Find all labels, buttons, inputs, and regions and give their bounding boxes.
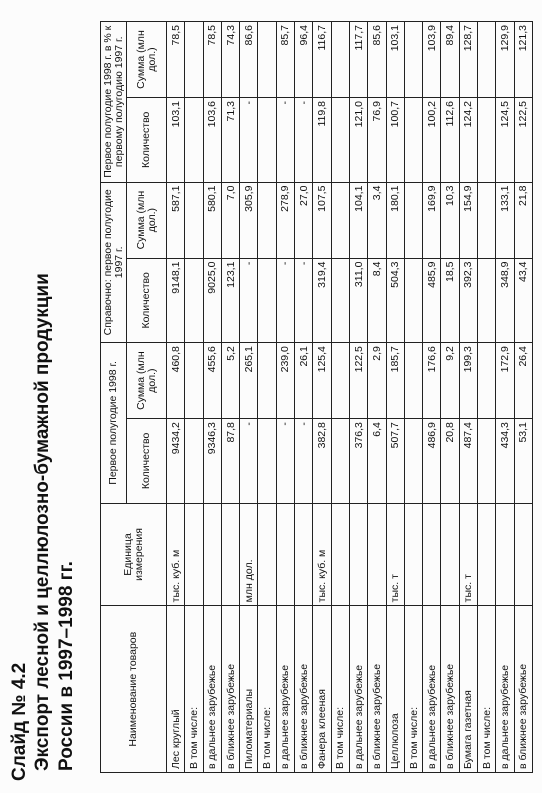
cell-sum-1997: 10,3: [441, 182, 459, 258]
cell-qty-1997: [478, 258, 496, 343]
cell-name: В том числе:: [478, 606, 496, 773]
cell-name: в ближнее зарубежье: [295, 606, 313, 773]
cell-name: в ближнее зарубежье: [221, 606, 239, 773]
cell-qty-percent: 103,1: [167, 98, 185, 183]
cell-sum-1998: [331, 343, 349, 419]
cell-name: в дальнее зарубежье: [496, 606, 514, 773]
cell-qty-percent: 76,9: [368, 98, 386, 183]
cell-sum-1998: [404, 343, 422, 419]
header-group-percent: Первое полугодие 1998 г. в % к первому полугодию 1997 г.: [101, 22, 127, 183]
cell-unit: [441, 503, 459, 606]
title-line-1: Экспорт лесной и целлюлозно-бумажной продукции: [32, 273, 53, 771]
cell-sum-percent: 78,5: [203, 22, 221, 98]
cell-sum-1998: 185,7: [386, 343, 404, 419]
cell-qty-percent: 121,0: [349, 98, 367, 183]
cell-sum-1997: 104,1: [349, 182, 367, 258]
cell-sum-1997: 587,1: [167, 182, 185, 258]
cell-qty-1998: 87,8: [221, 419, 239, 504]
cell-name: Целлюлоза: [386, 606, 404, 773]
header-sum: Сумма (млн дол.): [127, 182, 167, 258]
cell-name: В том числе:: [331, 606, 349, 773]
cell-qty-percent: -: [295, 98, 313, 183]
cell-qty-1997: 311,0: [349, 258, 367, 343]
cell-qty-1998: 434,3: [496, 419, 514, 504]
cell-qty-1998: 486,9: [423, 419, 441, 504]
cell-unit: [514, 503, 532, 606]
cell-sum-percent: 78,5: [167, 22, 185, 98]
table-row: [441, 22, 459, 773]
cell-name: В том числе:: [258, 606, 276, 773]
cell-qty-percent: [258, 98, 276, 183]
cell-name: в дальнее зарубежье: [349, 606, 367, 773]
table-row: [295, 22, 313, 773]
cell-sum-percent: 85,6: [368, 22, 386, 98]
cell-qty-1998: 20,8: [441, 419, 459, 504]
cell-name: в дальнее зарубежье: [203, 606, 221, 773]
cell-name: Фанера клееная: [313, 606, 331, 773]
cell-qty-1997: 9025,0: [203, 258, 221, 343]
cell-qty-1997: 319,4: [313, 258, 331, 343]
cell-qty-percent: 122,5: [514, 98, 532, 183]
cell-qty-1998: [404, 419, 422, 504]
cell-sum-1997: [331, 182, 349, 258]
cell-qty-1997: [331, 258, 349, 343]
cell-name: в дальнее зарубежье: [423, 606, 441, 773]
cell-qty-1997: 504,3: [386, 258, 404, 343]
cell-sum-1997: 27,0: [295, 182, 313, 258]
cell-unit: тыс. куб. м: [313, 503, 331, 606]
cell-qty-percent: [331, 98, 349, 183]
header-qty: Количество: [127, 419, 167, 504]
cell-qty-percent: 71,3: [221, 98, 239, 183]
header-name: Наименование товаров: [101, 606, 167, 773]
cell-unit: [478, 503, 496, 606]
cell-sum-1997: 580,1: [203, 182, 221, 258]
cell-unit: [276, 503, 294, 606]
cell-unit: [404, 503, 422, 606]
cell-sum-1997: 107,5: [313, 182, 331, 258]
cell-sum-1998: 2,9: [368, 343, 386, 419]
cell-qty-1998: 376,3: [349, 419, 367, 504]
table-row: [368, 22, 386, 773]
cell-unit: [203, 503, 221, 606]
cell-name: в ближнее зарубежье: [514, 606, 532, 773]
cell-qty-percent: -: [240, 98, 258, 183]
cell-unit: [423, 503, 441, 606]
cell-qty-percent: [404, 98, 422, 183]
cell-qty-percent: 100,2: [423, 98, 441, 183]
table-row: [240, 22, 258, 773]
cell-unit: [496, 503, 514, 606]
cell-qty-1998: [258, 419, 276, 504]
cell-sum-1998: 460,8: [167, 343, 185, 419]
cell-name: Лес круглый: [167, 606, 185, 773]
cell-sum-1998: 172,9: [496, 343, 514, 419]
cell-qty-1997: -: [295, 258, 313, 343]
table-body: [167, 22, 533, 773]
cell-sum-1998: [258, 343, 276, 419]
cell-qty-1997: 485,9: [423, 258, 441, 343]
cell-name: в ближнее зарубежье: [441, 606, 459, 773]
cell-qty-percent: 119,8: [313, 98, 331, 183]
cell-sum-1997: 305,9: [240, 182, 258, 258]
table-row: [423, 22, 441, 773]
cell-sum-percent: [258, 22, 276, 98]
cell-unit: тыс. т: [459, 503, 477, 606]
cell-sum-1998: 265,1: [240, 343, 258, 419]
cell-qty-1998: -: [240, 419, 258, 504]
cell-unit: [331, 503, 349, 606]
cell-sum-1998: 5,2: [221, 343, 239, 419]
cell-sum-1997: 133,1: [496, 182, 514, 258]
cell-qty-1997: -: [276, 258, 294, 343]
cell-qty-1997: [258, 258, 276, 343]
cell-qty-1998: 382,8: [313, 419, 331, 504]
cell-sum-1998: 455,6: [203, 343, 221, 419]
cell-unit: [368, 503, 386, 606]
cell-qty-1998: -: [276, 419, 294, 504]
cell-sum-1998: 9,2: [441, 343, 459, 419]
title-line-2: России в 1997–1998 гг.: [56, 561, 77, 771]
header-sum: Сумма (млн дол.): [127, 343, 167, 419]
cell-qty-1998: 6,4: [368, 419, 386, 504]
cell-qty-percent: 100,7: [386, 98, 404, 183]
table-row: [349, 22, 367, 773]
cell-sum-1998: 122,5: [349, 343, 367, 419]
cell-sum-1997: 21,8: [514, 182, 532, 258]
cell-unit: [258, 503, 276, 606]
cell-qty-1998: 9434,2: [167, 419, 185, 504]
cell-qty-1997: 18,5: [441, 258, 459, 343]
cell-qty-percent: 103,6: [203, 98, 221, 183]
cell-qty-1998: [185, 419, 203, 504]
cell-name: Бумага газетная: [459, 606, 477, 773]
cell-sum-percent: 89,4: [441, 22, 459, 98]
header-unit: Единица измерения: [101, 503, 167, 606]
table-row: [386, 22, 404, 773]
table-row: [167, 22, 185, 773]
cell-name: В том числе:: [185, 606, 203, 773]
table-row: [203, 22, 221, 773]
cell-unit: [295, 503, 313, 606]
cell-qty-1997: 43,4: [514, 258, 532, 343]
cell-sum-1998: 125,4: [313, 343, 331, 419]
cell-unit: тыс. т: [386, 503, 404, 606]
table-row: [478, 22, 496, 773]
cell-sum-1997: 3,4: [368, 182, 386, 258]
header-sum: Сумма (млн дол.): [127, 22, 167, 98]
table-row: [313, 22, 331, 773]
cell-qty-1997: [404, 258, 422, 343]
cell-sum-percent: [185, 22, 203, 98]
cell-sum-1998: [478, 343, 496, 419]
table-row: [404, 22, 422, 773]
cell-sum-percent: 86,6: [240, 22, 258, 98]
table-row: [459, 22, 477, 773]
cell-qty-percent: -: [276, 98, 294, 183]
cell-sum-1998: [185, 343, 203, 419]
cell-qty-percent: [185, 98, 203, 183]
header-group-1997: Справочно: первое полугодие 1997 г.: [101, 182, 127, 343]
table-row: [276, 22, 294, 773]
cell-name: в дальнее зарубежье: [276, 606, 294, 773]
cell-qty-1998: [478, 419, 496, 504]
cell-qty-1997: 9148,1: [167, 258, 185, 343]
header-qty: Количество: [127, 98, 167, 183]
cell-sum-1997: 278,9: [276, 182, 294, 258]
cell-name: Пиломатериалы: [240, 606, 258, 773]
cell-sum-percent: 129,9: [496, 22, 514, 98]
cell-qty-1998: 9346,3: [203, 419, 221, 504]
export-table: [100, 21, 533, 773]
cell-sum-1998: 176,6: [423, 343, 441, 419]
cell-sum-percent: [404, 22, 422, 98]
cell-name: В том числе:: [404, 606, 422, 773]
header-qty: Количество: [127, 258, 167, 343]
cell-sum-1998: 239,0: [276, 343, 294, 419]
table-row: [331, 22, 349, 773]
cell-qty-percent: 124,2: [459, 98, 477, 183]
cell-unit: [185, 503, 203, 606]
cell-name: в ближнее зарубежье: [368, 606, 386, 773]
cell-sum-percent: 103,9: [423, 22, 441, 98]
table-header: [101, 22, 167, 773]
cell-qty-1998: 507,7: [386, 419, 404, 504]
cell-sum-percent: 103,1: [386, 22, 404, 98]
cell-unit: тыс. куб. м: [167, 503, 185, 606]
table-row: [185, 22, 203, 773]
cell-qty-1998: 487,4: [459, 419, 477, 504]
slide-number: Слайд № 4.2: [9, 662, 30, 781]
slide-title: [8, 273, 79, 781]
table-row: [496, 22, 514, 773]
cell-qty-1997: 348,9: [496, 258, 514, 343]
table-row: [221, 22, 239, 773]
cell-sum-percent: 116,7: [313, 22, 331, 98]
cell-sum-1997: 7,0: [221, 182, 239, 258]
cell-qty-1997: [185, 258, 203, 343]
cell-qty-1998: [331, 419, 349, 504]
cell-sum-percent: 74,3: [221, 22, 239, 98]
cell-unit: [349, 503, 367, 606]
cell-qty-1997: -: [240, 258, 258, 343]
cell-sum-1997: [258, 182, 276, 258]
cell-unit: [221, 503, 239, 606]
cell-qty-percent: 124,5: [496, 98, 514, 183]
cell-sum-1998: 26,4: [514, 343, 532, 419]
cell-sum-1998: 199,3: [459, 343, 477, 419]
cell-sum-1997: [185, 182, 203, 258]
cell-qty-1997: 392,3: [459, 258, 477, 343]
cell-sum-percent: 85,7: [276, 22, 294, 98]
table-row: [514, 22, 532, 773]
cell-sum-1997: 180,1: [386, 182, 404, 258]
cell-sum-1997: 169,9: [423, 182, 441, 258]
cell-sum-1997: [478, 182, 496, 258]
cell-qty-percent: [478, 98, 496, 183]
cell-sum-percent: 117,7: [349, 22, 367, 98]
cell-sum-1998: 26,1: [295, 343, 313, 419]
cell-sum-1997: [404, 182, 422, 258]
cell-unit: млн дол.: [240, 503, 258, 606]
cell-sum-1997: 154,9: [459, 182, 477, 258]
cell-qty-1998: -: [295, 419, 313, 504]
cell-sum-percent: [331, 22, 349, 98]
cell-sum-percent: 121,3: [514, 22, 532, 98]
table-row: [258, 22, 276, 773]
cell-qty-percent: 112,6: [441, 98, 459, 183]
cell-sum-percent: 128,7: [459, 22, 477, 98]
cell-qty-1997: 123,1: [221, 258, 239, 343]
cell-qty-1997: 8,4: [368, 258, 386, 343]
cell-sum-percent: [478, 22, 496, 98]
header-group-1998: Первое полугодие 1998 г.: [101, 343, 127, 504]
cell-sum-percent: 96,4: [295, 22, 313, 98]
cell-qty-1998: 53,1: [514, 419, 532, 504]
